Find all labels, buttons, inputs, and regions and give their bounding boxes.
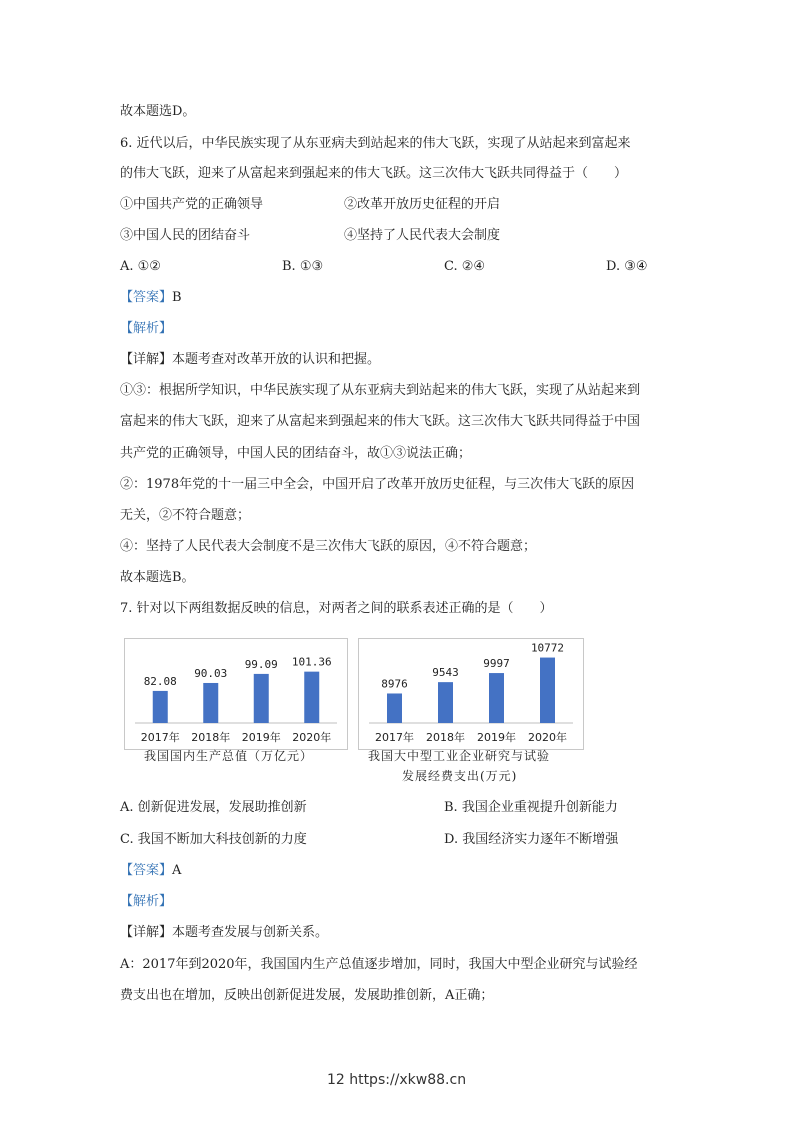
bar-value-label: 99.09 (244, 657, 278, 671)
explanation-line: A：2017年到2020年，我国国内生产总值逐步增加，同时，我国大中型企业研究与试验经 (120, 957, 638, 972)
bar-value-label: 90.03 (194, 666, 228, 680)
detail-text: 本题考查发展与创新关系。 (172, 925, 329, 940)
answer-line (120, 863, 181, 879)
x-tick-label: 2020年 (292, 731, 332, 744)
bar (304, 672, 319, 723)
rd-chart (358, 638, 584, 750)
x-tick-label: 2017年 (375, 731, 414, 744)
answer-tag: 【答案】 (120, 863, 173, 878)
bar (489, 673, 504, 723)
explanation-line: ①③：根据所学知识，中华民族实现了从东亚病夫到站起来的伟大飞跃，实现了从站起来到 (120, 383, 641, 398)
detail-text: 本题考查对改革开放的认识和把握。 (172, 352, 381, 367)
question-6-stem: 6. 近代以后，中华民族实现了从东亚病夫到站起来的伟大飞跃，实现了从站起来到富起来 (120, 136, 631, 151)
explanation-line: 无关，②不符合题意； (120, 508, 251, 523)
bar (153, 691, 168, 723)
x-tick-label: 2019年 (241, 731, 281, 744)
statement-2: ②改革开放历史征程的开启 (344, 197, 501, 212)
rd-chart-title-line2: 发展经费支出(万元) (402, 769, 518, 783)
q7-choice-c: C. 我国不断加大科技创新的力度 (120, 832, 307, 847)
statement-4: ④坚持了人民代表大会制度 (344, 228, 501, 243)
detail-line (120, 925, 328, 941)
choice-a: A. ①② (120, 259, 161, 274)
conclusion-line: 故本题选B。 (120, 570, 195, 585)
answer-line (120, 290, 182, 306)
bar (438, 682, 453, 723)
statement-3: ③中国人民的团结奋斗 (120, 228, 251, 243)
bar-value-label: 9543 (432, 666, 459, 680)
rd-chart-title-line1: 我国大中型工业企业研究与试验 (368, 749, 551, 763)
detail-tag: 【详解】 (120, 352, 173, 367)
page-footer: 12 https://xkw88.cn (326, 1072, 467, 1088)
explanation-line: 费支出也在增加，反映出创新促进发展，发展助推创新，A正确； (120, 988, 494, 1003)
bar-value-label: 8976 (381, 677, 408, 691)
explanation-line: ④：坚持了人民代表大会制度不是三次伟大飞跃的原因，④不符合题意； (120, 539, 537, 554)
bar-value-label: 10772 (530, 641, 565, 655)
x-tick-label: 2017年 (140, 731, 180, 744)
bar-value-label: 101.36 (291, 655, 332, 669)
bar (387, 693, 402, 723)
q7-choice-a: A. 创新促进发展，发展助推创新 (120, 800, 307, 815)
answer-tag: 【答案】 (120, 290, 173, 305)
gdp-chart (124, 638, 348, 750)
explanation-line: 富起来的伟大飞跃，迎来了从富起来到强起来的伟大飞跃。这三次伟大飞跃共同得益于中国 (120, 414, 641, 429)
answer-value: B (172, 290, 182, 305)
detail-line (120, 352, 380, 368)
choice-b: B. ①③ (282, 259, 324, 274)
bar-value-label: 82.08 (143, 674, 177, 688)
bar (254, 674, 269, 723)
explanation-line: 共产党的正确领导，中国人民的团结奋斗，故①③说法正确； (120, 446, 472, 461)
x-tick-label: 2020年 (528, 731, 567, 744)
q7-choice-d: D. 我国经济实力逐年不断增强 (444, 832, 619, 847)
detail-tag: 【详解】 (120, 925, 173, 940)
answer-value: A (172, 863, 182, 878)
explanation-line: ②：1978年党的十一届三中全会，中国开启了改革开放历史征程，与三次伟大飞跃的原因 (120, 477, 635, 492)
question-7-stem: 7. 针对以下两组数据反映的信息，对两者之间的联系表述正确的是（ ） (120, 601, 553, 616)
analysis-tag: 【解析】 (120, 894, 173, 909)
text-line: 故本题选D。 (120, 104, 196, 119)
choice-c: C. ②④ (444, 259, 486, 274)
choice-d: D. ③④ (606, 259, 648, 274)
q7-choice-b: B. 我国企业重视提升创新能力 (444, 800, 618, 815)
x-tick-label: 2018年 (426, 731, 465, 744)
question-6-stem-cont: 的伟大飞跃，迎来了从富起来到强起来的伟大飞跃。这三次伟大飞跃共同得益于（ ） (120, 166, 628, 181)
gdp-chart-svg (125, 639, 347, 749)
bar (540, 658, 555, 723)
statement-1: ①中国共产党的正确领导 (120, 197, 264, 212)
rd-chart-svg (359, 639, 583, 749)
bar-value-label: 9997 (483, 657, 510, 671)
x-tick-label: 2019年 (477, 731, 516, 744)
bar (203, 683, 218, 723)
analysis-tag: 【解析】 (120, 321, 173, 336)
gdp-chart-title: 我国国内生产总值（万亿元） (144, 749, 314, 763)
x-tick-label: 2018年 (191, 731, 231, 744)
